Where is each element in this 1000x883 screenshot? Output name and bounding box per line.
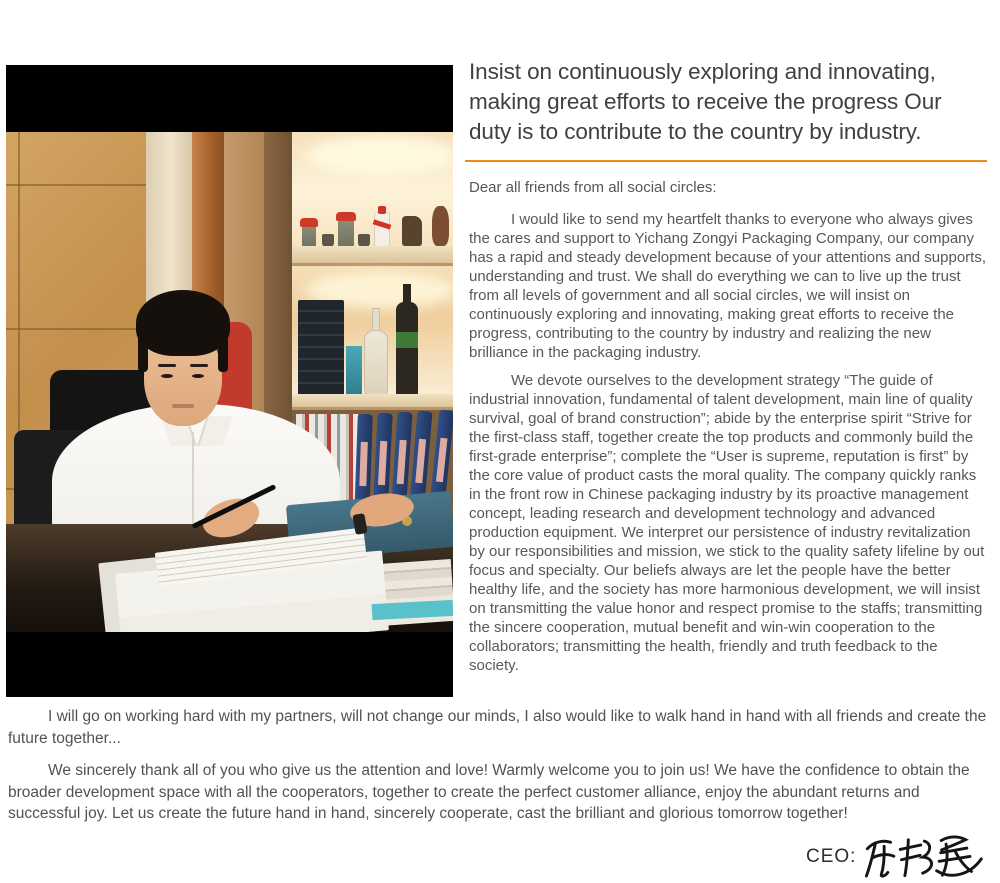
liquor-bottle-cap bbox=[378, 206, 386, 214]
wine-bottle-label bbox=[396, 332, 418, 348]
mouth bbox=[172, 404, 194, 408]
man-hair bbox=[136, 290, 230, 356]
wall-panel-joint bbox=[6, 328, 146, 330]
eye bbox=[192, 374, 204, 378]
closing-paragraph: I will go on working hard with my partners, will not change our minds, I also would like to walk hand in hand with all friends and create the future together... bbox=[8, 708, 987, 747]
ceo-photo bbox=[6, 65, 453, 697]
shelf-board bbox=[292, 394, 453, 410]
eye bbox=[161, 374, 173, 378]
shelf-board bbox=[292, 246, 453, 266]
message-column bbox=[465, 0, 987, 675]
ceramic-jar-lid bbox=[300, 218, 318, 227]
shelf-light-glow bbox=[306, 136, 453, 176]
bronze-figurine bbox=[402, 216, 422, 246]
ceramic-vase bbox=[432, 206, 449, 246]
ceramic-jar bbox=[302, 224, 316, 248]
wall-panel-joint bbox=[6, 184, 146, 186]
orange-divider bbox=[465, 160, 987, 162]
ceramic-jar bbox=[338, 218, 354, 248]
letter-paragraph: We devote ourselves to the development strategy “The guide of industrial innovation, fundamental of talent development, main line of quality survival, goal of brand construction”; abide by the enterprise spirit “Strive for the first-class staff, together create the top products and commonly build the first-grade enterprise”; complete the “User is supreme, reputation is first” by the core value of product casts the moral quality. The company quickly ranks in the front row in Chinese packaging industry by its proactive management concept, leading research and development technology and advanced production equipment. We interpret our persistence of industry revitalization by our responsibilities and mission, we stick to the quality safety lifeline by out focus and specialty. Our beliefs always are let the people have the better healthy life, and the society has more harmonious development, we will insist on transmitting the value honor and respect promise to the staffs; transmitting the sincere cooperation, mutual benefit and win-win cooperation to the collaborators; transmitting the health, friendly and truth feedback to the society. bbox=[469, 372, 985, 674]
closing-paragraph: We sincerely thank all of you who give us the attention and love! Warmly welcome you to join us! We have the confidence to obtain the broader development space with all the cooperators, together to create the perfect customer alliance, enjoy the abundant returns and successful joy. Let us create the future hand in hand, sincerely cooperate, cast the brilliant and glorious tomorrow together! bbox=[8, 762, 970, 822]
signature-line bbox=[806, 832, 992, 882]
man-hair bbox=[138, 338, 148, 372]
ceo-signature-image bbox=[862, 829, 993, 883]
letter-paragraph: I would like to send my heartfelt thanks to everyone who always gives the cares and support to Yichang Zongyi Packaging Company, our company has a rapid and steady development because of your attentions and supports, understanding and trust. We shall do everything we can to live up the trust from all levels of government and all social circles, we will insist on continuously exploring and innovating, making great efforts to receive the progress, contributing to the country by industry and realizing the new brilliance in the packaging industry. bbox=[469, 211, 987, 361]
closing-block bbox=[8, 706, 990, 825]
ceramic-jar-lid bbox=[336, 212, 356, 221]
menu-board bbox=[298, 300, 344, 396]
ceo-label: CEO: bbox=[806, 846, 857, 867]
teal-gift-box bbox=[346, 346, 362, 396]
eyebrow bbox=[190, 364, 208, 367]
glass-decanter bbox=[364, 330, 388, 396]
salutation: Dear all friends from all social circles: bbox=[469, 179, 717, 196]
liquor-bottle bbox=[374, 212, 390, 247]
eyebrow bbox=[158, 364, 176, 367]
page-title: Insist on continuously exploring and innovating, making great efforts to receive the progress Our duty is to contribute to the country by industry. bbox=[469, 59, 942, 144]
photo-letterbox-bottom bbox=[6, 632, 453, 697]
wine-bottle bbox=[396, 302, 418, 396]
man-hair bbox=[218, 338, 228, 372]
office-scene bbox=[6, 132, 453, 632]
photo-letterbox-top bbox=[6, 65, 453, 132]
